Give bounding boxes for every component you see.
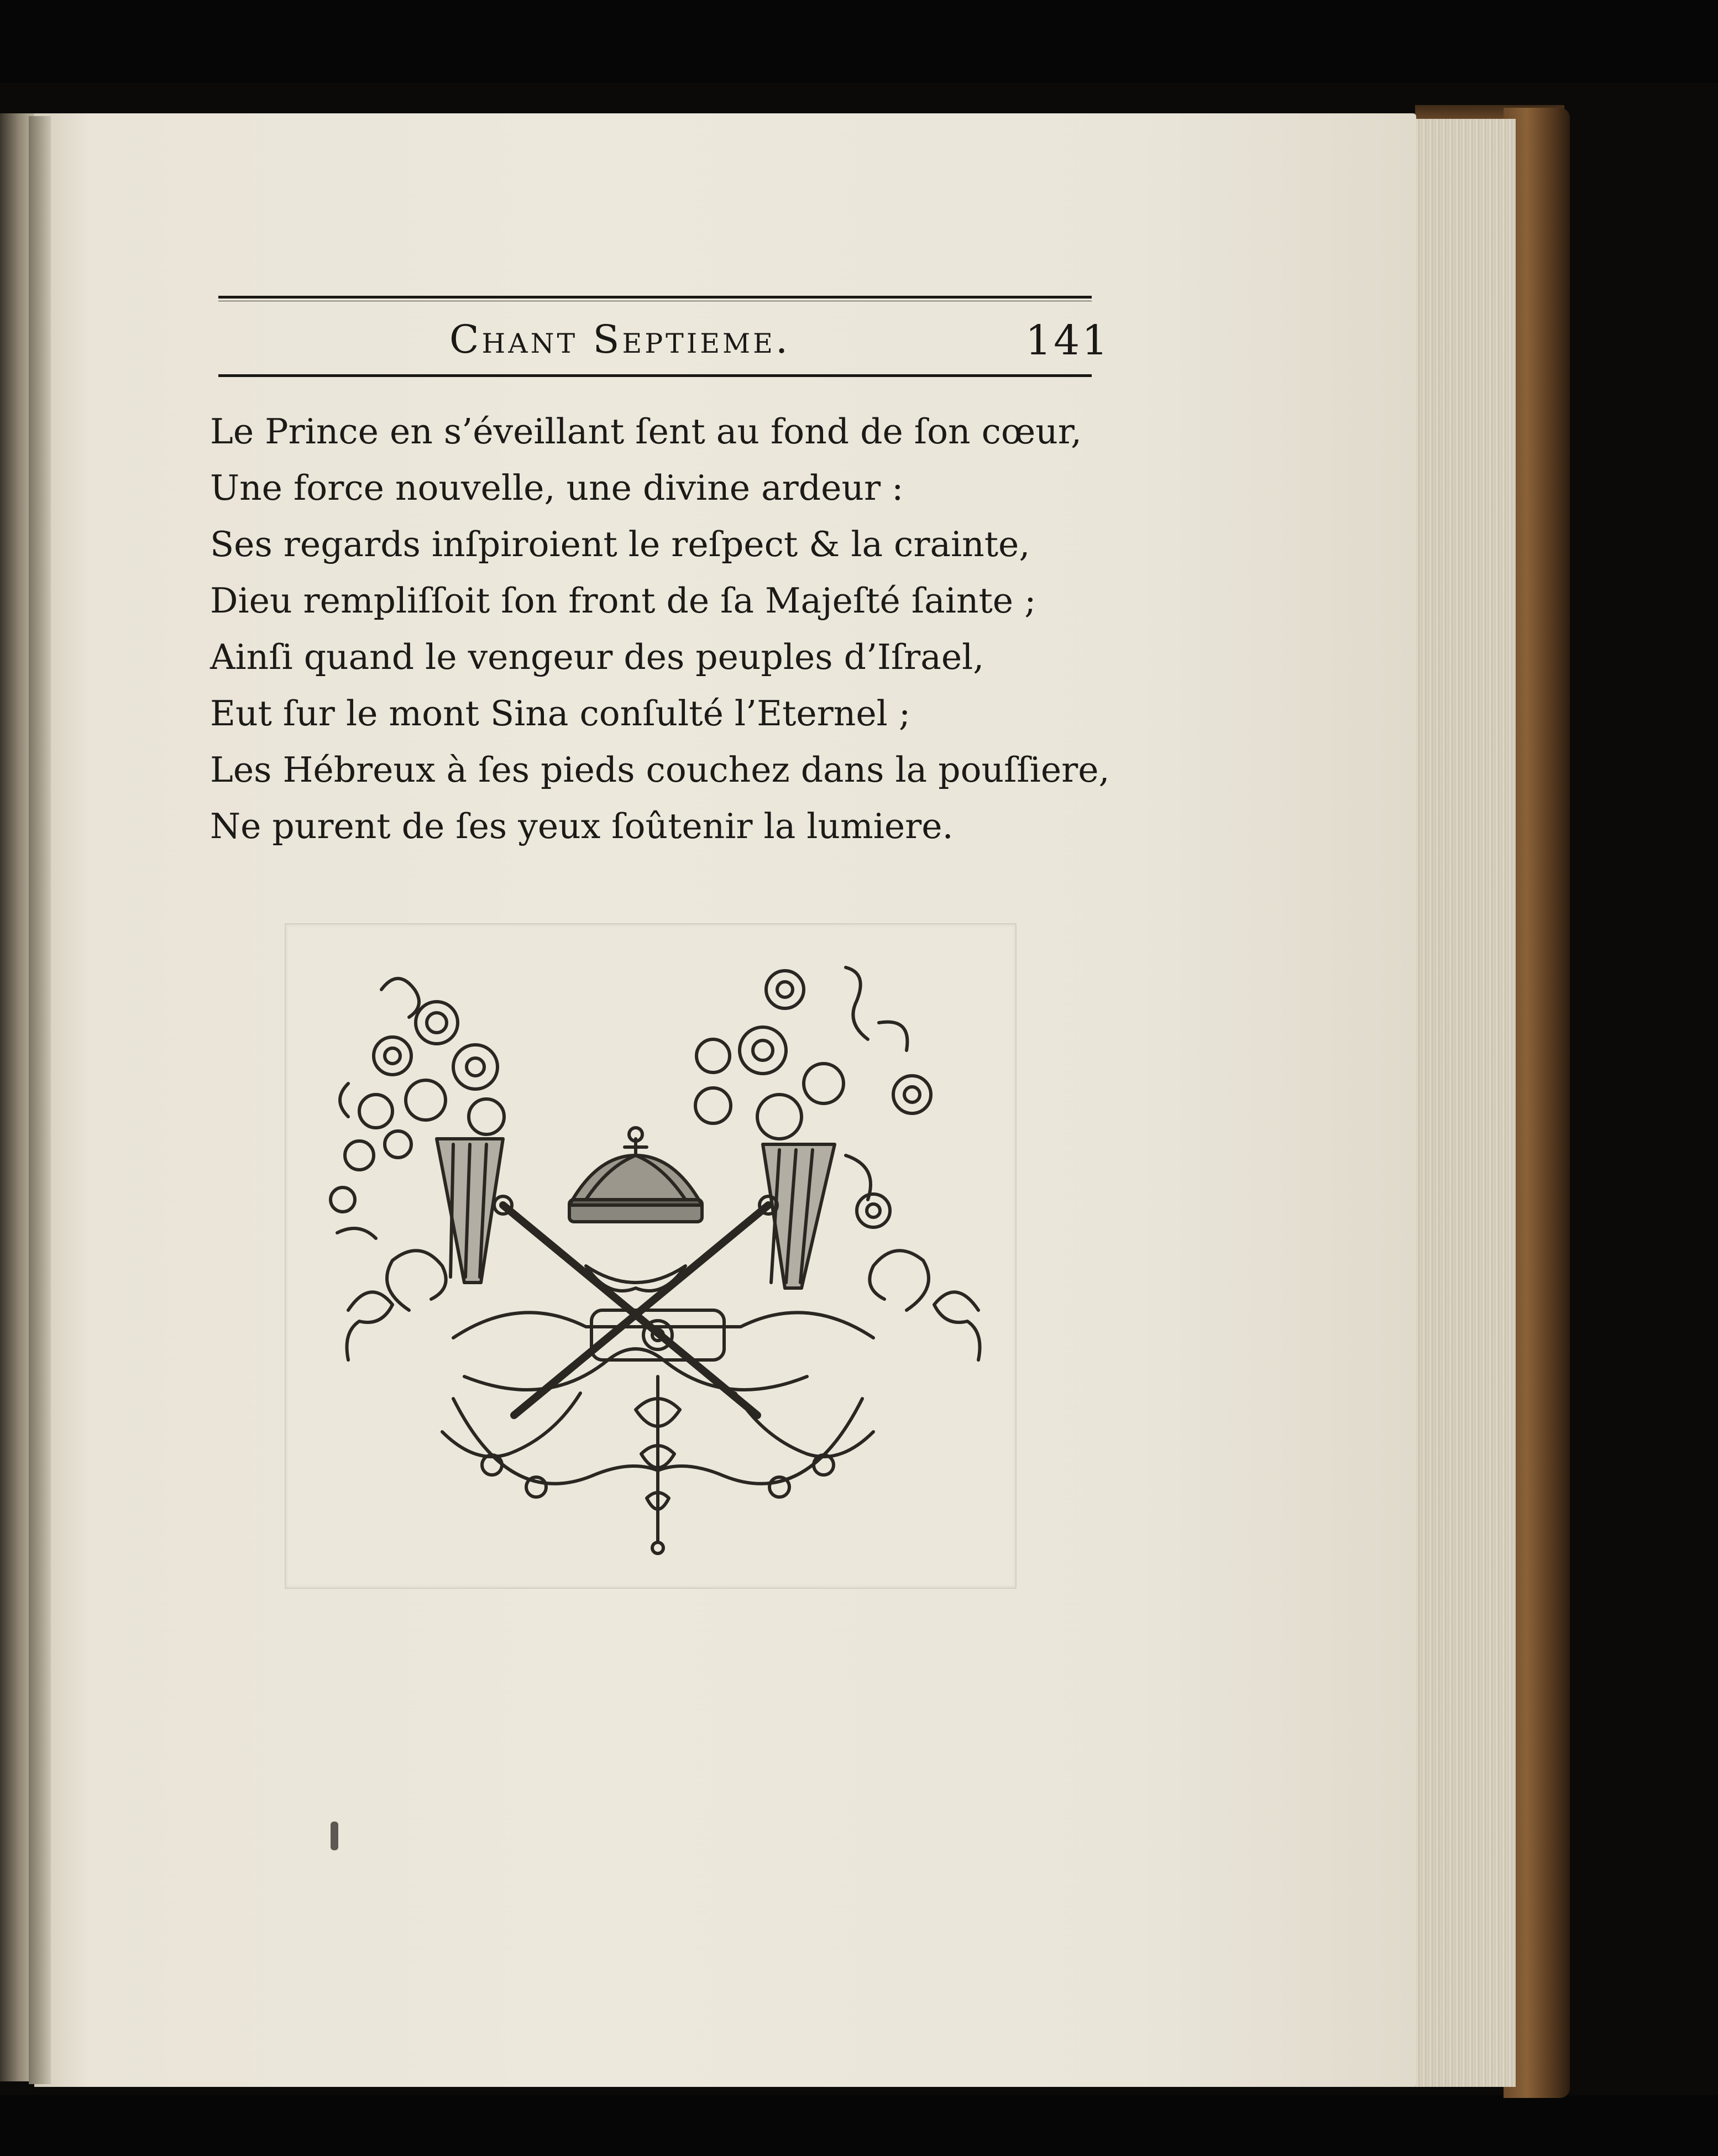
page-gutter: [29, 116, 51, 2084]
ink-smudge: [331, 1822, 338, 1850]
verse-line: Ne purent de ſes yeux ſoûtenir la lumiere.: [210, 806, 954, 846]
chapter-title: Chant Septieme.: [449, 317, 791, 362]
verse-line: Le Prince en s’éveillant ſent au fond de ſon cœur,: [210, 411, 1082, 452]
crown-cornucopia-vignette-icon: [326, 956, 1001, 1570]
verse-text: [210, 404, 1110, 855]
verse-line: Ses regards inſpiroient le reſpect & la crainte,: [210, 524, 1030, 564]
page-number: 141: [1025, 317, 1111, 364]
header-rule-top: [218, 296, 1092, 299]
running-head: [218, 296, 1111, 379]
verse-line: Les Hébreux à ſes pieds couchez dans la pouſſiere,: [210, 750, 1110, 790]
verse-line: Une force nouvelle, une divine ardeur :: [210, 468, 904, 508]
verse-line: Ainſi quand le vengeur des peuples d’Iſrael,: [210, 637, 984, 677]
header-rule-bottom: [218, 374, 1092, 377]
verse-line: Dieu rempliſſoit ſon front de ſa Majeſté ſainte ;: [210, 580, 1036, 621]
verse-line: Eut ſur le mont Sina conſulté l’Eternel ;: [210, 693, 911, 734]
